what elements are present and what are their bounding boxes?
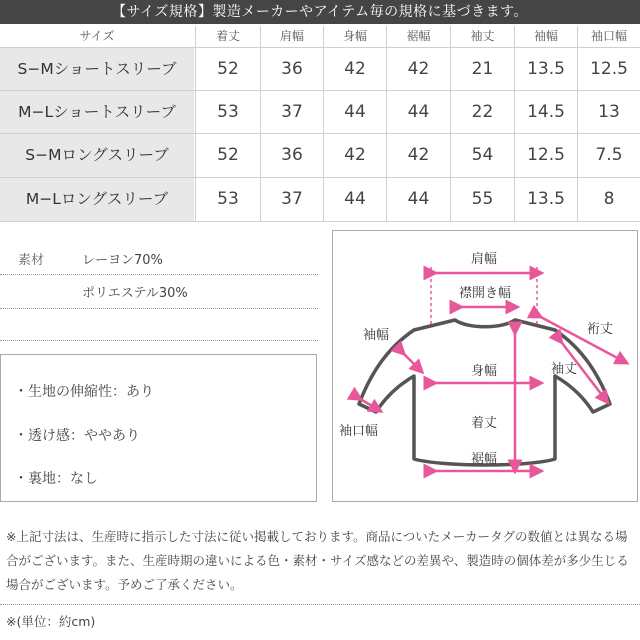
- label-shoulder: 肩幅: [470, 252, 498, 267]
- table-cell: 44: [407, 102, 430, 122]
- table-cell: 14.5: [527, 102, 565, 122]
- material-line1: レーヨン70%: [82, 253, 163, 268]
- table-cell: 53: [217, 189, 239, 209]
- dotted-divider: [0, 308, 318, 309]
- measurement-diagram: [332, 230, 638, 502]
- header-sleeve-width: 袖幅: [533, 29, 558, 43]
- grid-line: [0, 221, 640, 222]
- table-cell: 13.5: [527, 189, 565, 209]
- garment-outline: [359, 320, 610, 465]
- table-cell: 21: [471, 59, 494, 79]
- header-cuff-width: 袖口幅: [590, 29, 627, 43]
- table-cell: 8: [603, 189, 615, 209]
- header-hem-width: 裾幅: [406, 29, 431, 43]
- garment-diagram-svg: [333, 231, 637, 501]
- grid-line: [0, 90, 640, 91]
- header-body-width: 身幅: [342, 29, 367, 43]
- table-cell: 44: [344, 189, 366, 209]
- grid-line: [0, 133, 640, 134]
- row-label: S−Mショートスリーブ: [0, 48, 194, 91]
- row-label: M−Lショートスリーブ: [0, 91, 194, 134]
- table-cell: 42: [407, 59, 430, 79]
- label-neck: 襟開き幅: [458, 286, 512, 301]
- grid-line: [577, 26, 578, 221]
- table-cell: 44: [344, 102, 366, 122]
- table-cell: 42: [344, 59, 366, 79]
- header-sleeve-length: 袖丈: [470, 29, 495, 43]
- label-sleeve-length: 袖丈: [551, 362, 578, 377]
- property-lining: ・裏地：なし: [14, 471, 98, 487]
- grid-line: [0, 47, 640, 48]
- table-cell: 52: [217, 59, 239, 79]
- table-cell: 12.5: [590, 59, 628, 79]
- table-cell: 36: [281, 145, 303, 165]
- header-length: 着丈: [215, 29, 240, 43]
- dotted-divider: [0, 274, 318, 275]
- table-cell: 52: [217, 145, 239, 165]
- table-cell: 42: [344, 145, 366, 165]
- unit-note: ※(単位：約cm): [6, 614, 96, 629]
- table-cell: 37: [281, 189, 303, 209]
- table-cell: 22: [471, 102, 494, 122]
- label-yuki: 裄丈: [587, 322, 614, 337]
- grid-line: [323, 26, 324, 221]
- table-cell: 37: [281, 102, 303, 122]
- table-cell: 7.5: [595, 145, 623, 165]
- material-line2: ポリエステル30%: [82, 286, 188, 301]
- property-stretch: ・生地の伸縮性：あり: [14, 384, 154, 400]
- label-length: 着丈: [470, 416, 498, 431]
- grid-line: [260, 26, 261, 221]
- label-hem: 裾幅: [470, 452, 498, 467]
- header-size: サイズ: [79, 29, 115, 43]
- table-cell: 13.5: [527, 59, 565, 79]
- table-cell: 36: [281, 59, 303, 79]
- table-cell: 44: [407, 189, 430, 209]
- dotted-divider: [0, 604, 640, 605]
- label-body-width: 身幅: [470, 364, 498, 379]
- dotted-divider: [0, 340, 318, 341]
- table-cell: 54: [471, 145, 494, 165]
- grid-line: [386, 26, 387, 221]
- grid-line: [514, 26, 515, 221]
- label-cuff: 袖口幅: [339, 424, 379, 439]
- grid-line: [195, 26, 196, 221]
- table-cell: 53: [217, 102, 239, 122]
- table-cell: 55: [471, 189, 494, 209]
- size-spec-banner: 【サイズ規格】製造メーカーやアイテム毎の規格に基づきます。: [0, 0, 640, 24]
- table-cell: 13: [598, 102, 620, 122]
- row-label: S−Mロングスリーブ: [0, 134, 194, 178]
- table-cell: 12.5: [527, 145, 565, 165]
- disclaimer-note: ※上記寸法は、生産時に指示した寸法に従い掲載しております。商品についたメーカータグの数値とは異なる場合がございます。また、生産時期の違いによる色・素材・サイズ感などの差異や、製造時の個体差が多少生じる場合がございます。予めご了承ください。: [6, 529, 629, 592]
- header-shoulder: 肩幅: [279, 29, 304, 43]
- property-sheerness: ・透け感：ややあり: [14, 428, 140, 444]
- grid-line: [450, 26, 451, 221]
- grid-line: [0, 177, 640, 178]
- sleeve-width-arrow: [401, 351, 419, 369]
- row-label: M−Lロングスリーブ: [0, 178, 194, 222]
- material-label: 素材: [18, 253, 45, 268]
- table-cell: 42: [407, 145, 430, 165]
- label-sleeve-width: 袖幅: [363, 328, 390, 343]
